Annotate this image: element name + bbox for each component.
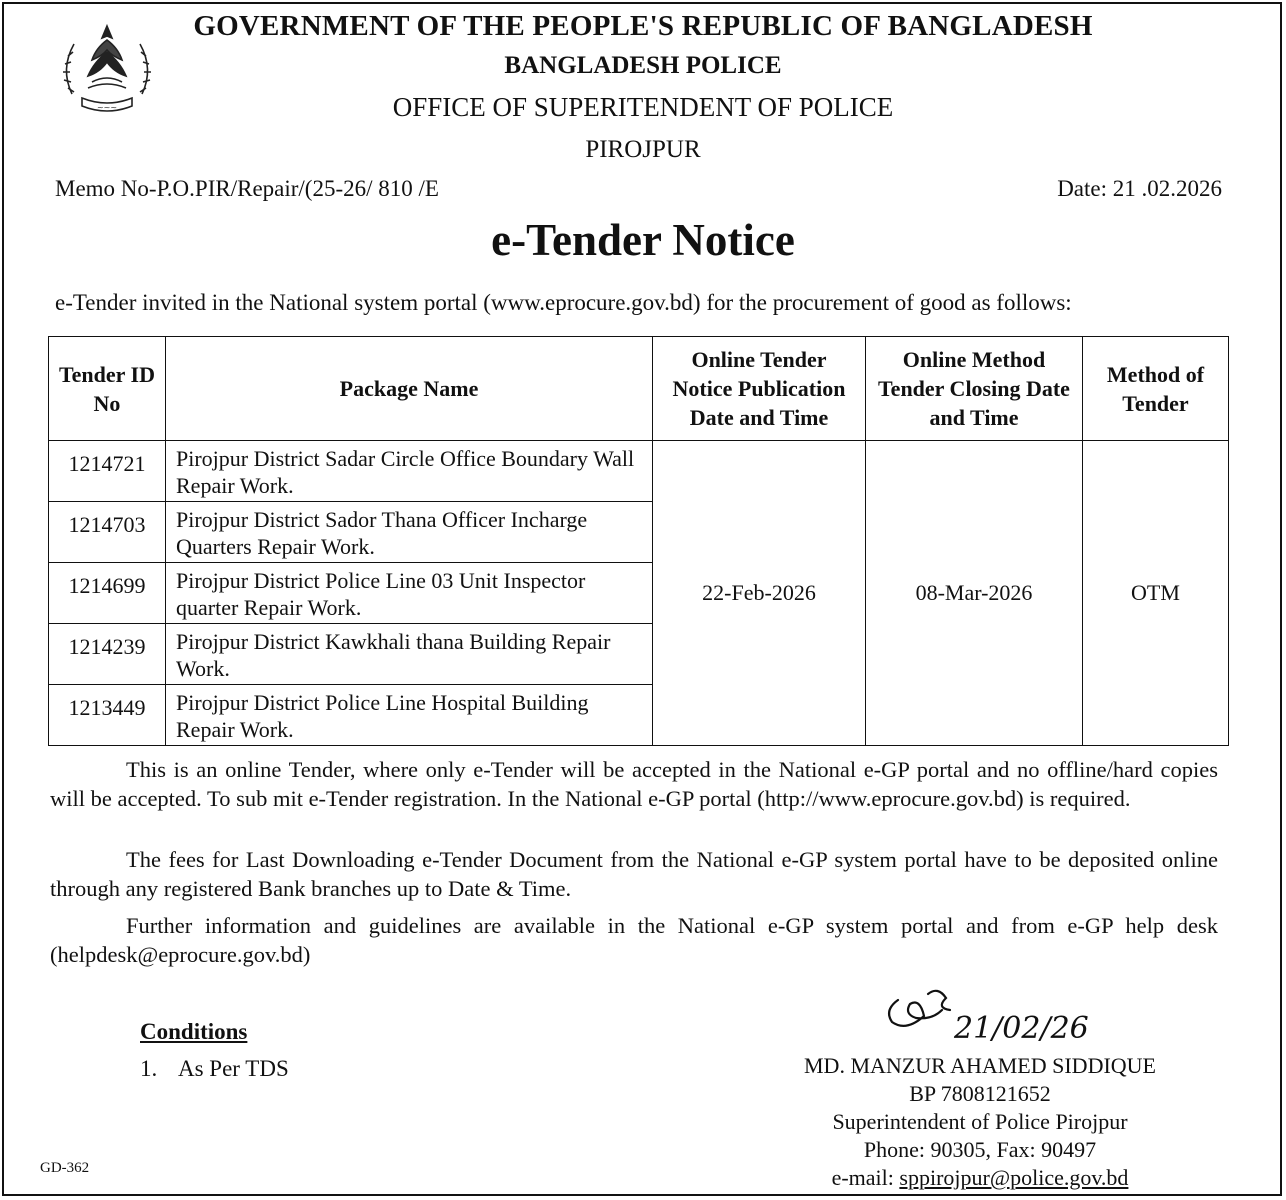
signatory-phone: Phone: 90305, Fax: 90497: [863, 1137, 1097, 1162]
tender-table: [48, 336, 1229, 746]
intro-text: e-Tender invited in the National system portal (www.eprocure.gov.bd) for the procurement of good as follows:: [55, 290, 1072, 315]
notice-date: Date: 21 .02.2026: [1057, 176, 1222, 201]
memo-number: Memo No-P.O.PIR/Repair/(25-26/ 810 /E: [55, 176, 439, 201]
signatory-email: e-mail: sppirojpur@police.gov.bd: [831, 1165, 1129, 1190]
government-heading: GOVERNMENT OF THE PEOPLE'S REPUBLIC OF BANGLADESH: [193, 10, 1093, 42]
signatory-designation: Superintendent of Police Pirojpur: [832, 1109, 1128, 1134]
signatory-bp: BP 7808121652: [909, 1081, 1051, 1106]
office-heading: OFFICE OF SUPERITENDENT OF POLICE: [392, 92, 894, 122]
svg-text:21/02/26: 21/02/26: [954, 1011, 1089, 1046]
notice-title: e-Tender Notice: [491, 215, 795, 265]
signatory-block: [760, 1052, 1200, 1192]
header-package-name: Package Name: [166, 337, 653, 441]
district-heading: PIROJPUR: [585, 136, 701, 163]
tender-id-cell: 1214699: [49, 563, 166, 624]
tender-id-cell: 1214703: [49, 502, 166, 563]
department-heading: BANGLADESH POLICE: [504, 52, 782, 79]
document-code: GD-362: [40, 1160, 90, 1176]
conditions-title: Conditions: [140, 1019, 248, 1044]
paragraph-online-tender: This is an online Tender, where only e-Tender will be accepted in the National e-GP portal and no offline/hard copies will be accepted. To sub mit e-Tender registration. In the National e-GP portal (http://www.eprocure.gov.bd) is required.: [50, 757, 1218, 811]
svg-text:~~~: ~~~: [96, 103, 118, 112]
paragraph-further-info: Further information and guidelines are available in the National e-GP system portal and from e-GP help desk (helpdesk@eprocure.gov.bd): [50, 913, 1218, 967]
package-name-cell: Pirojpur District Police Line 03 Unit Inspector quarter Repair Work.: [166, 563, 653, 624]
header-tender-id: Tender ID No: [49, 337, 166, 441]
method-cell: OTM: [1083, 441, 1229, 746]
signatory-name: MD. MANZUR AHAMED SIDDIQUE: [804, 1053, 1156, 1078]
handwritten-signature: [880, 980, 1100, 1050]
paragraph-fees: The fees for Last Downloading e-Tender Document from the National e-GP system portal have to be deposited online through any registered Bank branches up to Date & Time.: [50, 847, 1218, 901]
publication-date-cell: 22-Feb-2026: [653, 441, 866, 746]
tender-id-cell: 1214239: [49, 624, 166, 685]
package-name-cell: Pirojpur District Sador Thana Officer Incharge Quarters Repair Work.: [166, 502, 653, 563]
tender-id-cell: 1213449: [49, 685, 166, 746]
closing-date-cell: 08-Mar-2026: [866, 441, 1083, 746]
email-link[interactable]: sppirojpur@police.gov.bd: [899, 1165, 1129, 1190]
package-name-cell: Pirojpur District Kawkhali thana Building Repair Work.: [166, 624, 653, 685]
tender-id-cell: 1214721: [49, 441, 166, 502]
table-row: [49, 441, 1229, 502]
condition-item: 1. As Per TDS: [140, 1056, 289, 1081]
table-header-row: [49, 337, 1229, 441]
header-closing-date: Online Method Tender Closing Date and Time: [866, 337, 1083, 441]
package-name-cell: Pirojpur District Sadar Circle Office Boundary Wall Repair Work.: [166, 441, 653, 502]
header-method: Method of Tender: [1083, 337, 1229, 441]
header-publication-date: Online Tender Notice Publication Date and Time: [653, 337, 866, 441]
package-name-cell: Pirojpur District Police Line Hospital Building Repair Work.: [166, 685, 653, 746]
